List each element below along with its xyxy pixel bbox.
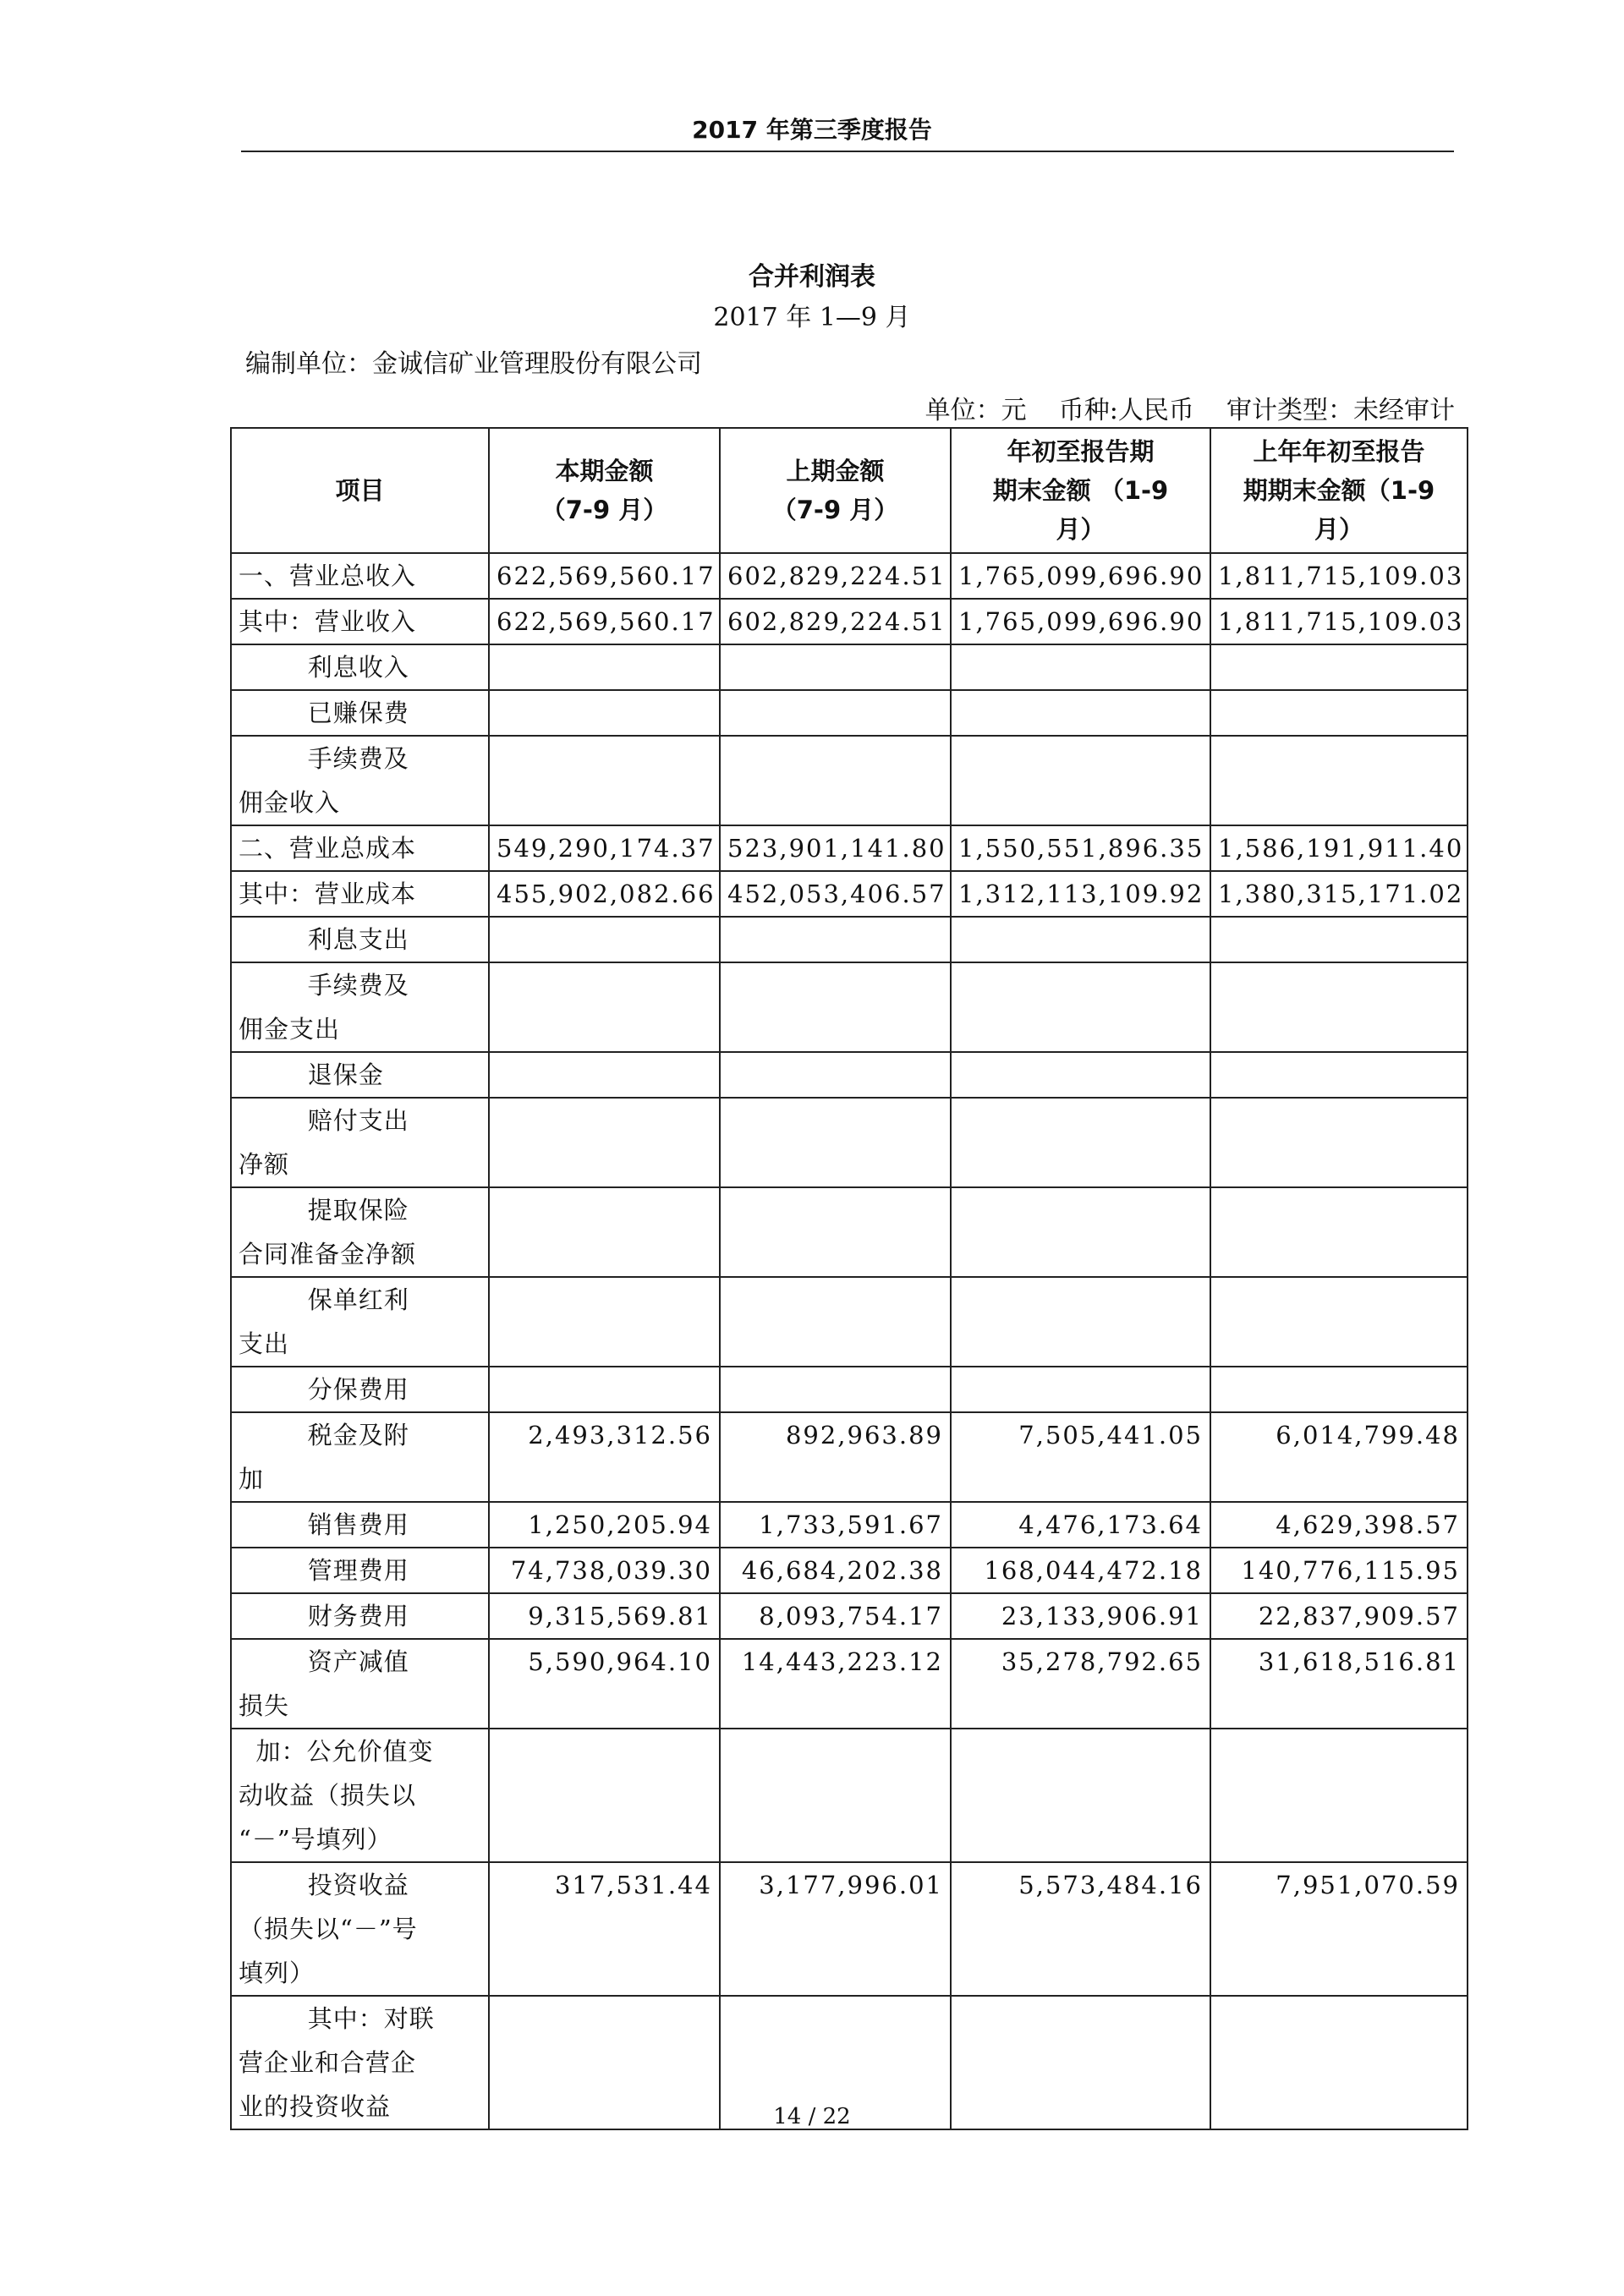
cell-prior-period bbox=[720, 1187, 951, 1277]
cell-prior-ytd: 4,629,398.57 bbox=[1210, 1502, 1468, 1548]
cell-current-period: 2,493,312.56 bbox=[489, 1412, 720, 1502]
table-row bbox=[231, 962, 1468, 1052]
cell-ytd bbox=[951, 1187, 1210, 1277]
row-item-label: 税金及附 加 bbox=[231, 1412, 489, 1502]
unit-currency-audit-line: 单位：元 币种:人民币 审计类型：未经审计 bbox=[924, 396, 1455, 425]
table-row bbox=[231, 1412, 1468, 1502]
statement-title: 合并利润表 bbox=[749, 262, 875, 292]
table-row bbox=[231, 1098, 1468, 1187]
cell-current-period: 622,569,560.17 bbox=[489, 599, 720, 644]
cell-prior-period bbox=[720, 917, 951, 962]
cell-current-period bbox=[489, 917, 720, 962]
cell-prior-ytd: 1,586,191,911.40 bbox=[1210, 825, 1468, 871]
cell-ytd: 23,133,906.91 bbox=[951, 1593, 1210, 1639]
cell-ytd bbox=[951, 1367, 1210, 1412]
row-item-label: 分保费用 bbox=[231, 1367, 489, 1412]
cell-ytd: 35,278,792.65 bbox=[951, 1639, 1210, 1729]
cell-ytd bbox=[951, 1052, 1210, 1098]
cell-current-period: 455,902,082.66 bbox=[489, 871, 720, 917]
cell-current-period bbox=[489, 1729, 720, 1862]
cell-ytd: 1,765,099,696.90 bbox=[951, 599, 1210, 644]
cell-prior-ytd bbox=[1210, 1277, 1468, 1367]
row-item-label: 提取保险 合同准备金净额 bbox=[231, 1187, 489, 1277]
row-item-label: 一、营业总收入 bbox=[231, 553, 489, 599]
cell-prior-period bbox=[720, 1098, 951, 1187]
cell-ytd bbox=[951, 1277, 1210, 1367]
row-item-label: 财务费用 bbox=[231, 1593, 489, 1639]
row-item-label: 管理费用 bbox=[231, 1548, 489, 1593]
cell-prior-period bbox=[720, 736, 951, 825]
table-row bbox=[231, 1729, 1468, 1862]
page-number: 14 / 22 bbox=[773, 2104, 851, 2129]
cell-ytd: 168,044,472.18 bbox=[951, 1548, 1210, 1593]
cell-ytd bbox=[951, 917, 1210, 962]
table-row bbox=[231, 1548, 1468, 1593]
row-item-label: 利息收入 bbox=[231, 644, 489, 690]
col-header-current: 本期金额 （7-9 月） bbox=[489, 428, 720, 553]
cell-prior-ytd: 140,776,115.95 bbox=[1210, 1548, 1468, 1593]
cell-prior-ytd: 1,811,715,109.03 bbox=[1210, 599, 1468, 644]
cell-prior-ytd bbox=[1210, 736, 1468, 825]
table-row bbox=[231, 553, 1468, 599]
cell-prior-ytd bbox=[1210, 1729, 1468, 1862]
cell-prior-period: 892,963.89 bbox=[720, 1412, 951, 1502]
row-item-label: 保单红利 支出 bbox=[231, 1277, 489, 1367]
cell-prior-period: 1,733,591.67 bbox=[720, 1502, 951, 1548]
cell-prior-ytd bbox=[1210, 644, 1468, 690]
table-row bbox=[231, 644, 1468, 690]
row-item-label: 投资收益 （损失以“－”号 填列） bbox=[231, 1862, 489, 1996]
table-row bbox=[231, 1502, 1468, 1548]
table-row bbox=[231, 599, 1468, 644]
row-item-label: 二、营业总成本 bbox=[231, 825, 489, 871]
table-row bbox=[231, 1187, 1468, 1277]
row-item-label: 手续费及 佣金支出 bbox=[231, 962, 489, 1052]
table-row bbox=[231, 1593, 1468, 1639]
cell-current-period: 74,738,039.30 bbox=[489, 1548, 720, 1593]
table-row bbox=[231, 1367, 1468, 1412]
cell-current-period bbox=[489, 1277, 720, 1367]
cell-current-period bbox=[489, 644, 720, 690]
cell-prior-ytd bbox=[1210, 1052, 1468, 1098]
cell-prior-period bbox=[720, 962, 951, 1052]
cell-prior-ytd bbox=[1210, 690, 1468, 736]
cell-prior-period bbox=[720, 1052, 951, 1098]
col-header-ytd: 年初至报告期 期末金额 （1-9 月） bbox=[951, 428, 1210, 553]
cell-prior-period: 602,829,224.51 bbox=[720, 553, 951, 599]
row-item-label: 其中：对联 营企业和合营企 业的投资收益 bbox=[231, 1996, 489, 2129]
page-header: 2017 年第三季度报告 bbox=[692, 116, 932, 144]
cell-ytd bbox=[951, 736, 1210, 825]
header-rule bbox=[241, 151, 1454, 152]
table-row bbox=[231, 1277, 1468, 1367]
row-item-label: 手续费及 佣金收入 bbox=[231, 736, 489, 825]
cell-ytd bbox=[951, 962, 1210, 1052]
cell-ytd: 1,765,099,696.90 bbox=[951, 553, 1210, 599]
cell-ytd: 5,573,484.16 bbox=[951, 1862, 1210, 1996]
row-item-label: 其中：营业收入 bbox=[231, 599, 489, 644]
cell-prior-period: 523,901,141.80 bbox=[720, 825, 951, 871]
cell-prior-ytd bbox=[1210, 917, 1468, 962]
cell-ytd bbox=[951, 690, 1210, 736]
col-header-prior-ytd: 上年年初至报告 期期末金额（1-9 月） bbox=[1210, 428, 1468, 553]
cell-prior-period bbox=[720, 1367, 951, 1412]
cell-prior-ytd bbox=[1210, 1098, 1468, 1187]
table-row bbox=[231, 917, 1468, 962]
row-item-label: 利息支出 bbox=[231, 917, 489, 962]
cell-prior-ytd: 1,811,715,109.03 bbox=[1210, 553, 1468, 599]
cell-prior-period: 8,093,754.17 bbox=[720, 1593, 951, 1639]
cell-current-period: 5,590,964.10 bbox=[489, 1639, 720, 1729]
cell-prior-ytd: 22,837,909.57 bbox=[1210, 1593, 1468, 1639]
cell-current-period bbox=[489, 1098, 720, 1187]
cell-prior-ytd bbox=[1210, 1367, 1468, 1412]
row-item-label: 已赚保费 bbox=[231, 690, 489, 736]
cell-current-period bbox=[489, 1187, 720, 1277]
cell-current-period: 1,250,205.94 bbox=[489, 1502, 720, 1548]
cell-prior-ytd bbox=[1210, 962, 1468, 1052]
cell-prior-period: 452,053,406.57 bbox=[720, 871, 951, 917]
row-item-label: 其中：营业成本 bbox=[231, 871, 489, 917]
table-row bbox=[231, 871, 1468, 917]
table-row bbox=[231, 1639, 1468, 1729]
cell-prior-period: 3,177,996.01 bbox=[720, 1862, 951, 1996]
cell-ytd bbox=[951, 644, 1210, 690]
table-row bbox=[231, 1052, 1468, 1098]
cell-prior-period bbox=[720, 1729, 951, 1862]
cell-prior-period: 14,443,223.12 bbox=[720, 1639, 951, 1729]
cell-current-period bbox=[489, 1052, 720, 1098]
row-item-label: 资产减值 损失 bbox=[231, 1639, 489, 1729]
cell-ytd bbox=[951, 1729, 1210, 1862]
row-item-label: 加：公允价值变 动收益（损失以 “－”号填列） bbox=[231, 1729, 489, 1862]
statement-period: 2017 年 1—9 月 bbox=[713, 303, 911, 332]
cell-prior-period: 46,684,202.38 bbox=[720, 1548, 951, 1593]
cell-prior-ytd: 6,014,799.48 bbox=[1210, 1412, 1468, 1502]
cell-current-period: 317,531.44 bbox=[489, 1862, 720, 1996]
cell-prior-ytd bbox=[1210, 1187, 1468, 1277]
cell-ytd: 1,312,113,109.92 bbox=[951, 871, 1210, 917]
cell-current-period: 9,315,569.81 bbox=[489, 1593, 720, 1639]
cell-prior-period bbox=[720, 690, 951, 736]
table-body bbox=[231, 553, 1468, 2129]
row-item-label: 退保金 bbox=[231, 1052, 489, 1098]
cell-ytd bbox=[951, 1098, 1210, 1187]
cell-current-period bbox=[489, 962, 720, 1052]
table-row bbox=[231, 690, 1468, 736]
cell-prior-period bbox=[720, 644, 951, 690]
table-row bbox=[231, 736, 1468, 825]
row-item-label: 销售费用 bbox=[231, 1502, 489, 1548]
cell-current-period bbox=[489, 1367, 720, 1412]
col-header-prior: 上期金额 （7-9 月） bbox=[720, 428, 951, 553]
compiling-entity: 编制单位：金诚信矿业管理股份有限公司 bbox=[245, 349, 702, 379]
table-row bbox=[231, 825, 1468, 871]
table-header-row bbox=[231, 428, 1468, 553]
cell-ytd: 7,505,441.05 bbox=[951, 1412, 1210, 1502]
cell-current-period: 549,290,174.37 bbox=[489, 825, 720, 871]
cell-prior-ytd: 31,618,516.81 bbox=[1210, 1639, 1468, 1729]
cell-prior-ytd: 7,951,070.59 bbox=[1210, 1862, 1468, 1996]
income-statement-table bbox=[230, 427, 1468, 2130]
cell-current-period: 622,569,560.17 bbox=[489, 553, 720, 599]
col-header-item: 项目 bbox=[231, 428, 489, 553]
cell-prior-period: 602,829,224.51 bbox=[720, 599, 951, 644]
cell-ytd: 1,550,551,896.35 bbox=[951, 825, 1210, 871]
cell-current-period bbox=[489, 736, 720, 825]
row-item-label: 赔付支出 净额 bbox=[231, 1098, 489, 1187]
cell-current-period bbox=[489, 690, 720, 736]
cell-ytd: 4,476,173.64 bbox=[951, 1502, 1210, 1548]
cell-prior-ytd: 1,380,315,171.02 bbox=[1210, 871, 1468, 917]
cell-prior-period bbox=[720, 1277, 951, 1367]
table-row bbox=[231, 1862, 1468, 1996]
